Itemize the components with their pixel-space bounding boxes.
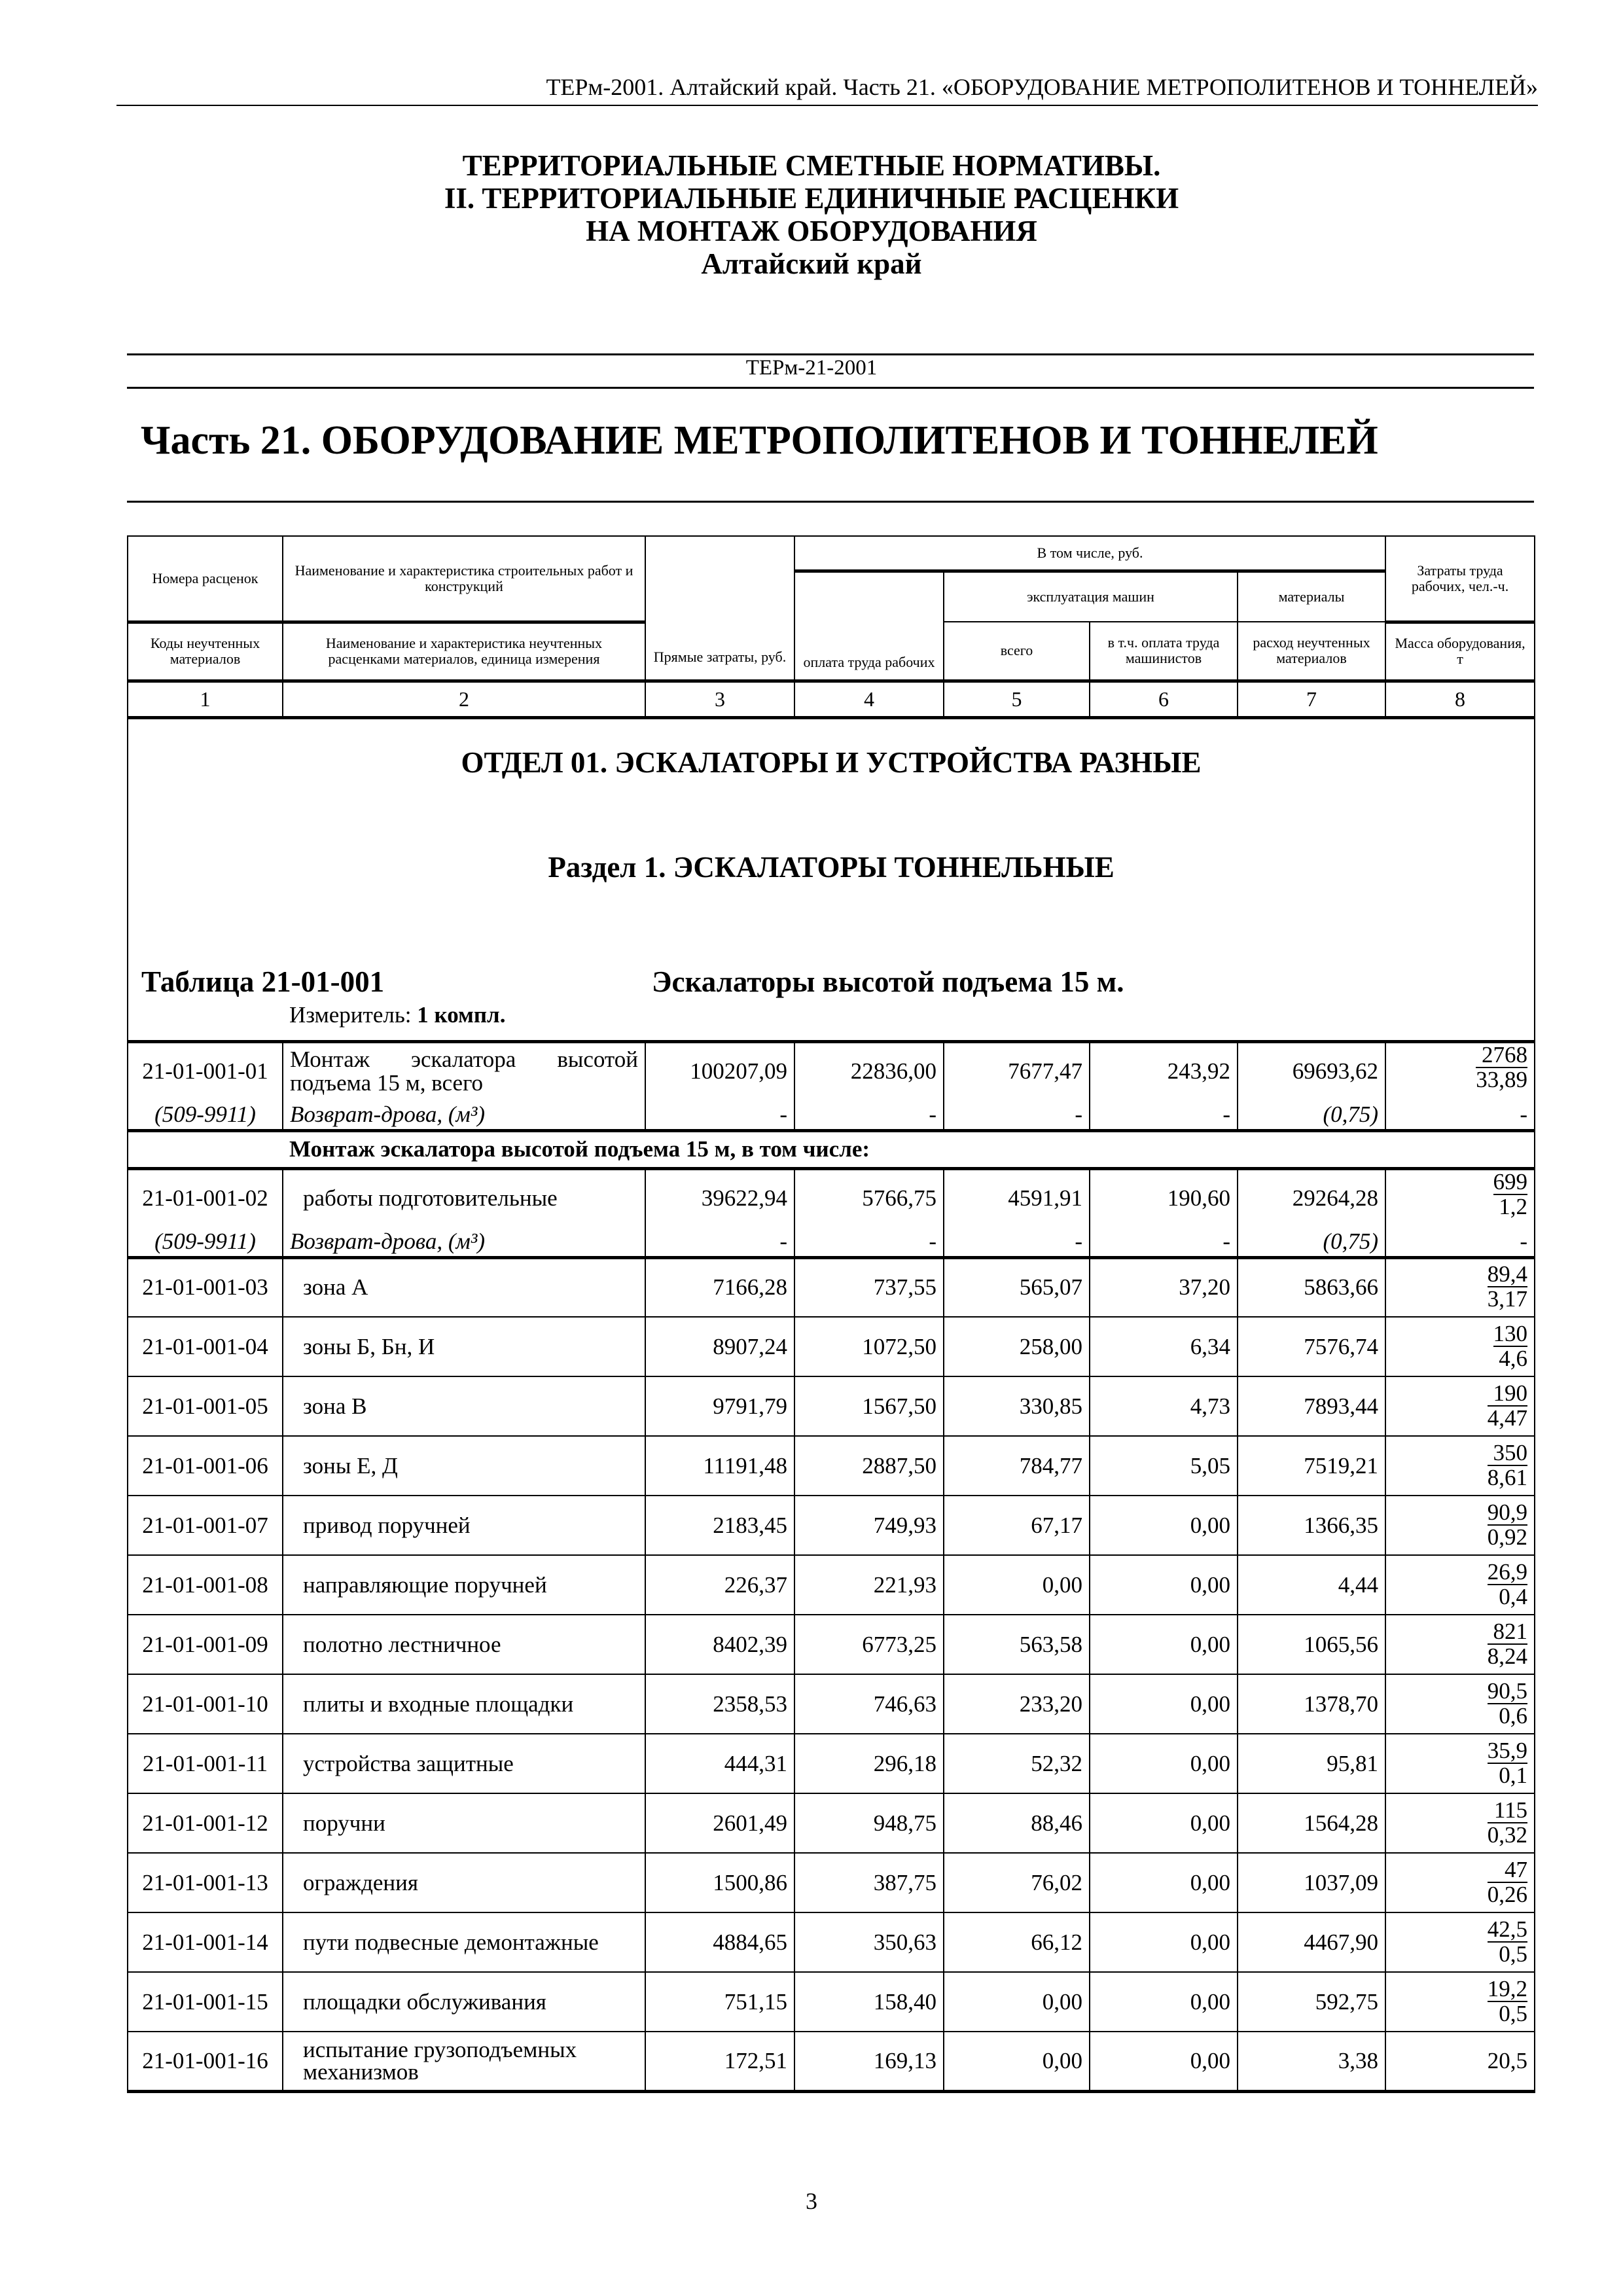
cost-mach-labor: 0,00 [1090,1912,1238,1972]
cost-mach-labor: 0,00 [1090,1853,1238,1912]
cost-materials: 69693,62 [1238,1041,1385,1100]
rate-code: 21-01-001-04 [128,1317,283,1376]
cost-mach: 88,46 [944,1793,1090,1853]
rate-code: 21-01-001-05 [128,1376,283,1436]
work-name: полотно лестничное [283,1615,645,1674]
table-row [128,1555,1535,1615]
equipment-mass: 4,6 [1499,1345,1528,1371]
column-number: 1 [128,681,283,717]
cost-mach: 233,20 [944,1674,1090,1734]
cost-mach-labor: 190,60 [1090,1168,1238,1227]
subheading: Монтаж эскалатора высотой подъема 15 м, в том числе: [128,1130,1535,1168]
labor-mass [1385,1496,1535,1555]
work-name: зона В [283,1376,645,1436]
cost-mach: 7677,47 [944,1041,1090,1100]
table-row [128,1615,1535,1674]
labor-hours: 130 [1493,1320,1528,1346]
labor-mass-fraction [1488,1799,1527,1847]
cost-labor: 158,40 [794,1972,944,2032]
header-group: В том числе, руб. [794,536,1385,571]
header-c2-bottom: Наименование и характеристика неучтенных расценками материалов, единица измерения [283,622,645,681]
work-name: плиты и входные площадки [283,1674,645,1734]
table-row [128,1674,1535,1734]
equipment-mass: 0,5 [1499,2000,1528,2026]
material-row [128,1100,1535,1130]
cost-direct: 172,51 [645,2032,794,2091]
labor-hours: 47 [1488,1858,1527,1883]
cost-labor: 737,55 [794,1257,944,1317]
document-code: ТЕРм-21-2001 [745,356,878,380]
column-number: 3 [645,681,794,717]
table-row [128,1793,1535,1853]
cost-labor: 5766,75 [794,1168,944,1227]
labor-hours: 20,5 [1487,2047,1528,2073]
section-title: Раздел 1. ЭСКАЛАТОРЫ ТОННЕЛЬНЫЕ [548,850,1115,884]
work-name: площадки обслуживания [283,1972,645,2032]
labor-mass [1385,1912,1535,1972]
work-name: поручни [283,1793,645,1853]
labor-mass-fraction [1488,1501,1527,1549]
rate-code: 21-01-001-08 [128,1555,283,1615]
labor-mass-fraction [1476,1043,1527,1092]
equipment-mass: 0,92 [1487,1524,1528,1550]
cost-mach-labor: 0,00 [1090,1793,1238,1853]
title-line: II. ТЕРРИТОРИАЛЬНЫЕ ЕДИНИЧНЫЕ РАСЦЕНКИ [444,182,1179,215]
labor-mass [1385,1436,1535,1496]
cost-mach: 258,00 [944,1317,1090,1376]
table-row [128,1041,1535,1100]
labor-hours: 90,9 [1487,1499,1528,1525]
table-row [128,1734,1535,1793]
cost-labor: 350,63 [794,1912,944,1972]
material-mach-labor: - [1090,1100,1238,1130]
cost-mach: 0,00 [944,1972,1090,2032]
cost-materials: 1378,70 [1238,1674,1385,1734]
cost-mach-labor: 0,00 [1090,1615,1238,1674]
cost-materials: 592,75 [1238,1972,1385,2032]
cost-materials: 7519,21 [1238,1436,1385,1496]
table-row [128,2032,1535,2091]
material-code: (509-9911) [128,1227,283,1257]
cost-labor: 169,13 [794,2032,944,2091]
rates-table [127,535,1535,2093]
table-row [128,1317,1535,1376]
labor-hours: 821 [1488,1620,1527,1645]
material-mach-labor: - [1090,1227,1238,1257]
work-name: направляющие поручней [283,1555,645,1615]
cost-direct: 11191,48 [645,1436,794,1496]
cost-direct: 8907,24 [645,1317,794,1376]
labor-mass-fraction [1488,1739,1527,1787]
page-number: 3 [806,2188,817,2214]
labor-mass-fraction [1488,1382,1527,1430]
cost-labor: 2887,50 [794,1436,944,1496]
equipment-mass: 33,89 [1476,1066,1528,1092]
header-c6: в т.ч. оплата труда машинистов [1090,622,1238,681]
table-row [128,1912,1535,1972]
header-c5: всего [944,622,1090,681]
cost-mach: 0,00 [944,2032,1090,2091]
cost-mach: 784,77 [944,1436,1090,1496]
header-c2-top: Наименование и характеристика строительных работ и конструкций [283,536,645,622]
material-name: Возврат-дрова, (м³) [283,1227,645,1257]
cost-materials: 1065,56 [1238,1615,1385,1674]
divider [127,353,1534,355]
labor-mass [1385,1615,1535,1674]
header-c1-bottom: Коды неучтенных материалов [128,622,283,681]
rate-code: 21-01-001-01 [128,1041,283,1100]
column-number: 4 [794,681,944,717]
labor-mass-fraction [1488,1441,1527,1490]
material-name: Возврат-дрова, (м³) [283,1100,645,1130]
header-c7: расход неучтенных материалов [1238,622,1385,681]
cost-mach-labor: 0,00 [1090,2032,1238,2091]
divider [127,387,1534,389]
rate-code: 21-01-001-07 [128,1496,283,1555]
cost-mach-labor: 4,73 [1090,1376,1238,1436]
labor-mass [1385,1376,1535,1436]
labor-hours: 350 [1488,1441,1527,1466]
cost-mach-labor: 37,20 [1090,1257,1238,1317]
work-name: Монтаж эскалатора высотой подъема 15 м, всего [283,1041,645,1100]
rate-code: 21-01-001-03 [128,1257,283,1317]
document-title [0,149,1623,280]
cost-direct: 2358,53 [645,1674,794,1734]
table-row [128,1496,1535,1555]
material-mach: - [944,1100,1090,1130]
part-title: Часть 21. ОБОРУДОВАНИЕ МЕТРОПОЛИТЕНОВ И ТОННЕЛЕЙ [141,418,1378,463]
equipment-mass: 0,6 [1499,1702,1528,1729]
labor-mass [1385,1734,1535,1793]
material-mass: - [1385,1100,1535,1130]
labor-mass [1385,1674,1535,1734]
header-c1-top: Номера расценок [128,536,283,622]
cost-labor: 1567,50 [794,1376,944,1436]
equipment-mass: 0,26 [1487,1881,1528,1907]
header-c3: Прямые затраты, руб. [645,536,794,681]
cost-direct: 1500,86 [645,1853,794,1912]
labor-hours: 26,9 [1487,1558,1528,1585]
cost-mach-labor: 0,00 [1090,1674,1238,1734]
cost-labor: 387,75 [794,1853,944,1912]
department-title: ОТДЕЛ 01. ЭСКАЛАТОРЫ И УСТРОЙСТВА РАЗНЫЕ [461,745,1202,779]
cost-labor: 749,93 [794,1496,944,1555]
cost-mach-labor: 5,05 [1090,1436,1238,1496]
rate-code: 21-01-001-12 [128,1793,283,1853]
work-name: зона А [283,1257,645,1317]
cost-mach-labor: 243,92 [1090,1041,1238,1100]
labor-mass [1385,1257,1535,1317]
cost-mach: 330,85 [944,1376,1090,1436]
work-name: зоны Е, Д [283,1436,645,1496]
divider [127,501,1534,503]
cost-mach: 563,58 [944,1615,1090,1674]
column-number: 2 [283,681,645,717]
cost-mach: 67,17 [944,1496,1090,1555]
cost-materials: 95,81 [1238,1734,1385,1793]
header-c8-top: Затраты труда рабочих, чел.-ч. [1385,536,1535,622]
cost-direct: 444,31 [645,1734,794,1793]
equipment-mass: 3,17 [1487,1286,1528,1312]
cost-labor: 1072,50 [794,1317,944,1376]
column-number: 8 [1385,681,1535,717]
labor-mass-fraction [1488,1620,1527,1668]
rate-code: 21-01-001-16 [128,2032,283,2091]
cost-mach-labor: 0,00 [1090,1496,1238,1555]
cost-mach-labor: 0,00 [1090,1555,1238,1615]
labor-mass-fraction [1488,1560,1527,1609]
header-c8-bottom: Масса оборудования, т [1385,622,1535,681]
cost-direct: 100207,09 [645,1041,794,1100]
rate-code: 21-01-001-11 [128,1734,283,1793]
rate-code: 21-01-001-13 [128,1853,283,1912]
labor-hours: 19,2 [1487,1975,1528,2001]
labor-mass [1385,1555,1535,1615]
labor-hours: 89,4 [1487,1261,1528,1287]
work-name: ограждения [283,1853,645,1912]
equipment-mass: 4,47 [1487,1405,1528,1431]
table-row [128,1436,1535,1496]
table-row [128,1376,1535,1436]
labor-mass [1385,1317,1535,1376]
table-row [128,1853,1535,1912]
work-name: привод поручней [283,1496,645,1555]
table-row [128,1168,1535,1227]
table-row [128,1972,1535,2032]
table-id: Таблица 21-01-001 [141,965,385,998]
title-line: ТЕРРИТОРИАЛЬНЫЕ СМЕТНЫЕ НОРМАТИВЫ. [462,149,1161,182]
cost-labor: 746,63 [794,1674,944,1734]
cost-materials: 3,38 [1238,2032,1385,2091]
rate-code: 21-01-001-09 [128,1615,283,1674]
cost-direct: 39622,94 [645,1168,794,1227]
cost-materials: 7893,44 [1238,1376,1385,1436]
cost-materials: 29264,28 [1238,1168,1385,1227]
work-name: испытание грузоподъемных механизмов [283,2032,645,2091]
cost-direct: 8402,39 [645,1615,794,1674]
labor-hours: 190 [1488,1382,1527,1407]
cost-labor: 296,18 [794,1734,944,1793]
table-name: Эскалаторы высотой подъема 15 м. [652,965,1124,998]
cost-mach: 565,07 [944,1257,1090,1317]
labor-hours: 35,9 [1487,1737,1528,1763]
cost-labor: 22836,00 [794,1041,944,1100]
section-header [128,717,1535,1041]
equipment-mass: 0,1 [1499,1762,1528,1788]
rate-code: 21-01-001-15 [128,1972,283,2032]
work-name: работы подготовительные [283,1168,645,1227]
running-header: ТЕРм-2001. Алтайский край. Часть 21. «ОБОРУДОВАНИЕ МЕТРОПОЛИТЕНОВ И ТОННЕЛЕЙ» [546,74,1538,100]
cost-direct: 226,37 [645,1555,794,1615]
labor-mass [1385,1168,1535,1227]
rate-code: 21-01-001-06 [128,1436,283,1496]
equipment-mass: 0,5 [1499,1941,1528,1967]
labor-hours: 115 [1488,1799,1527,1823]
header-materials: материалы [1238,571,1385,622]
title-line: Алтайский край [701,247,922,280]
cost-mach-labor: 0,00 [1090,1972,1238,2032]
labor-mass-fraction [1488,1858,1527,1907]
cost-direct: 4884,65 [645,1912,794,1972]
cost-direct: 751,15 [645,1972,794,2032]
labor-mass-fraction [1488,1918,1527,1966]
cost-mach: 52,32 [944,1734,1090,1793]
material-mach: - [944,1227,1090,1257]
labor-mass-fraction [1488,1263,1527,1311]
cost-mach: 76,02 [944,1853,1090,1912]
cost-labor: 221,93 [794,1555,944,1615]
header-c4: оплата труда рабочих [794,571,944,681]
equipment-mass: 1,2 [1499,1193,1528,1219]
equipment-mass: 8,61 [1487,1464,1528,1490]
cost-materials: 4467,90 [1238,1912,1385,1972]
cost-mach-labor: 0,00 [1090,1734,1238,1793]
column-number: 6 [1090,681,1238,717]
material-labor: - [794,1100,944,1130]
column-number: 5 [944,681,1090,717]
labor-hours: 699 [1493,1168,1528,1194]
labor-mass [1385,1853,1535,1912]
labor-mass-fraction [1488,1977,1527,2026]
labor-mass [1385,1041,1535,1100]
rate-code: 21-01-001-02 [128,1168,283,1227]
labor-hours: 42,5 [1487,1916,1528,1942]
material-direct: - [645,1100,794,1130]
cost-direct: 9791,79 [645,1376,794,1436]
cost-mach-labor: 6,34 [1090,1317,1238,1376]
meter-label: Измеритель: [289,1001,412,1028]
column-number: 7 [1238,681,1385,717]
labor-mass [1385,2032,1535,2091]
cost-materials: 1366,35 [1238,1496,1385,1555]
material-row [128,1227,1535,1257]
cost-labor: 948,75 [794,1793,944,1853]
header-machines: эксплуатация машин [944,571,1238,622]
meter-value: 1 компл. [417,1001,506,1028]
cost-mach: 0,00 [944,1555,1090,1615]
cost-direct: 7166,28 [645,1257,794,1317]
equipment-mass: 0,4 [1499,1583,1528,1609]
cost-materials: 1564,28 [1238,1793,1385,1853]
cost-materials: 4,44 [1238,1555,1385,1615]
title-line: НА МОНТАЖ ОБОРУДОВАНИЯ [586,215,1037,247]
labor-hours: 2768 [1476,1043,1527,1068]
material-direct: - [645,1227,794,1257]
work-name: пути подвесные демонтажные [283,1912,645,1972]
equipment-mass: 0,32 [1487,1821,1528,1848]
labor-mass [1385,1793,1535,1853]
labor-mass-fraction [1493,1322,1528,1371]
labor-hours: 90,5 [1487,1677,1528,1704]
cost-mach: 66,12 [944,1912,1090,1972]
cost-mach: 4591,91 [944,1168,1090,1227]
material-code: (509-9911) [128,1100,283,1130]
material-labor: - [794,1227,944,1257]
rate-code: 21-01-001-10 [128,1674,283,1734]
material-mass: - [1385,1227,1535,1257]
cost-labor: 6773,25 [794,1615,944,1674]
work-name: устройства защитные [283,1734,645,1793]
equipment-mass: 8,24 [1487,1643,1528,1669]
cost-materials: 1037,09 [1238,1853,1385,1912]
subheading-row [128,1130,1535,1168]
meter [289,1002,505,1028]
work-name: зоны Б, Бн, И [283,1317,645,1376]
cost-direct: 2601,49 [645,1793,794,1853]
cost-materials: 5863,66 [1238,1257,1385,1317]
material-materials: (0,75) [1238,1100,1385,1130]
cost-materials: 7576,74 [1238,1317,1385,1376]
table-row [128,1257,1535,1317]
material-materials: (0,75) [1238,1227,1385,1257]
divider [116,105,1538,106]
labor-mass-fraction [1493,1170,1528,1219]
cost-direct: 2183,45 [645,1496,794,1555]
rate-code: 21-01-001-14 [128,1912,283,1972]
labor-mass [1385,1972,1535,2032]
labor-mass-fraction [1488,1679,1527,1728]
